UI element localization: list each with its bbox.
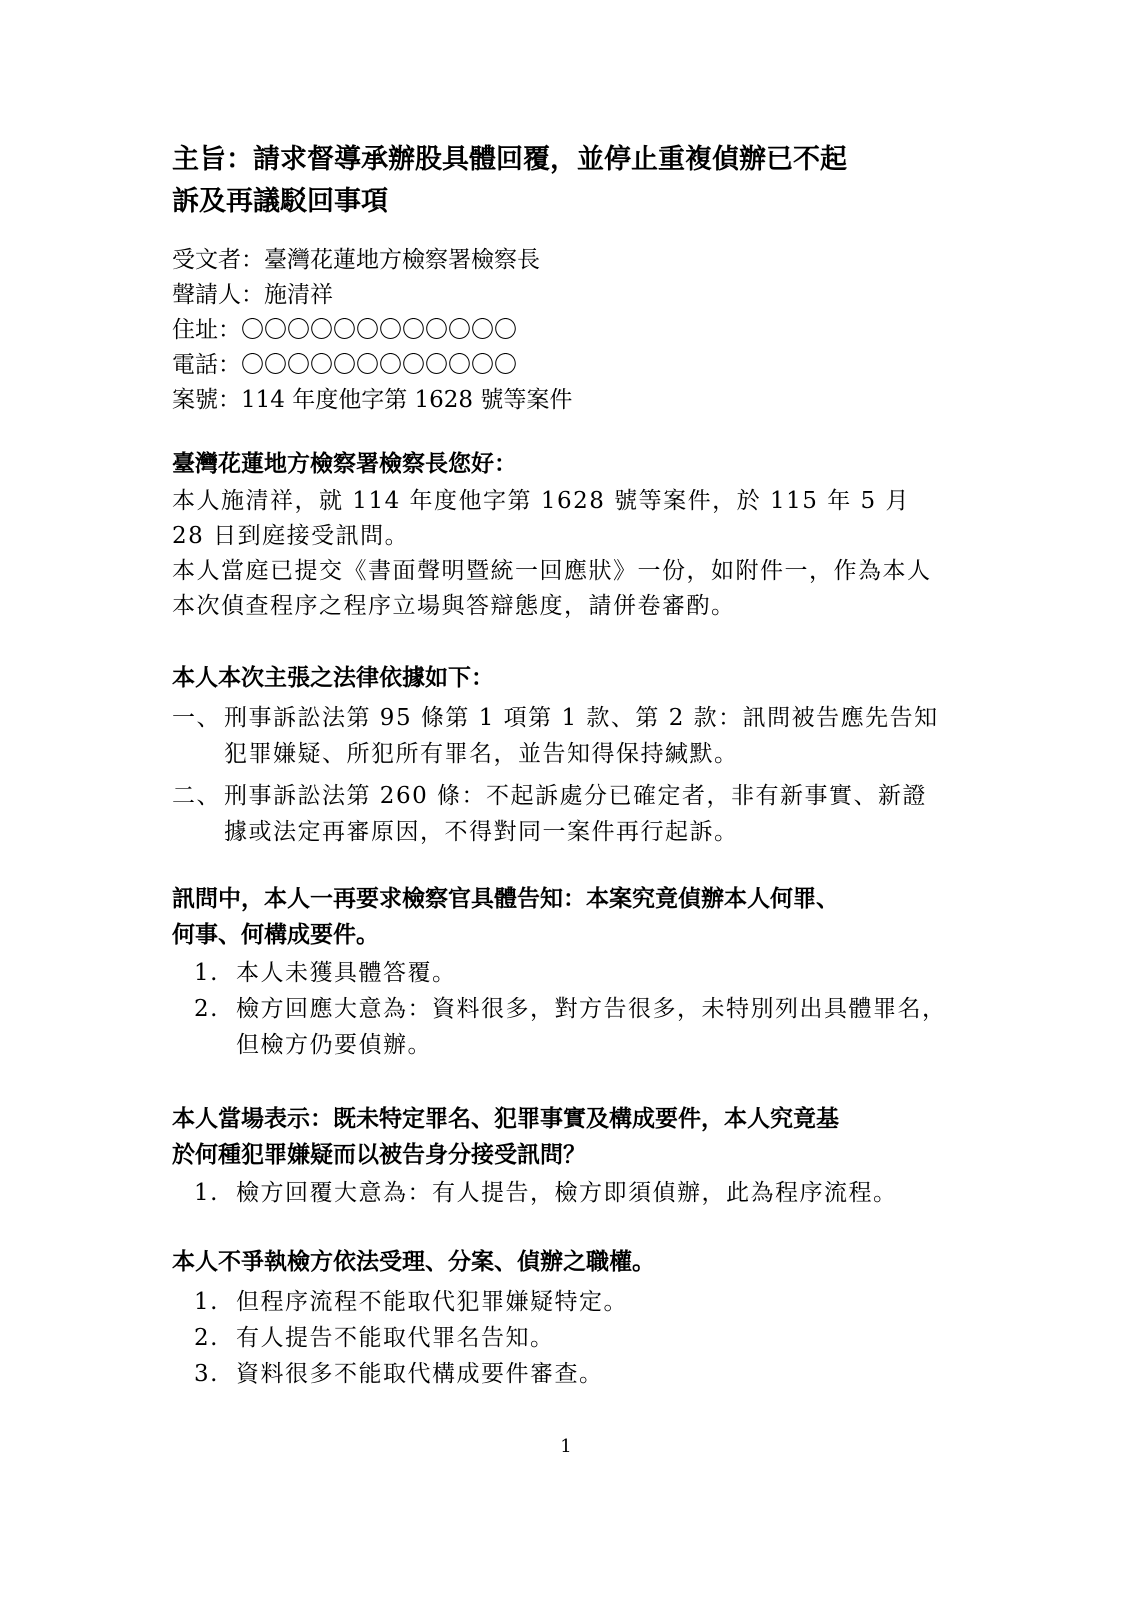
page-number: 1: [560, 1436, 572, 1457]
applicant-field: 聲請人：施清祥: [172, 282, 333, 308]
list-item: [172, 1356, 952, 1392]
statement-heading-line-1: 本人當場表示：既未特定罪名、犯罪事實及構成要件，本人究竟基: [172, 1106, 839, 1132]
list-item: [172, 991, 947, 1063]
law-item: [172, 700, 947, 772]
list-item: [172, 1284, 952, 1320]
list-item-marker: 3.: [194, 1361, 219, 1387]
legal-basis-section: [172, 660, 947, 850]
law-item-marker: 二、: [172, 783, 221, 809]
inquiry-section: [172, 881, 947, 1063]
list-item: [172, 955, 947, 991]
inquiry-heading-line-2: 何事、何構成要件。: [172, 922, 379, 948]
list-item-marker: 1.: [194, 1289, 219, 1315]
subject-line-1: 主旨：請求督導承辦股具體回覆，並停止重複偵辦已不起: [172, 144, 847, 175]
list-item: [172, 1320, 952, 1356]
no-dispute-section: [172, 1244, 952, 1392]
list-item-text: 檢方回覆大意為：有人提告，檢方即須偵辦，此為程序流程。: [236, 1180, 898, 1206]
header-fields: [172, 243, 972, 418]
list-item-marker: 2.: [194, 1325, 219, 1351]
legal-basis-heading: 本人本次主張之法律依據如下：: [172, 665, 494, 691]
statement-section: [172, 1101, 952, 1211]
phone-field: 電話：〇〇〇〇〇〇〇〇〇〇〇〇: [172, 352, 517, 378]
list-item-text: 本人未獲具體答覆。: [236, 960, 457, 986]
list-item-marker: 1.: [194, 960, 219, 986]
list-item: [172, 1175, 952, 1211]
law-item: [172, 778, 947, 850]
law-item-text: 刑事訴訟法第 95 條第 1 項第 1 款、第 2 款：訊問被告應先告知犯罪嫌疑、所犯所有罪名，並告知得保持緘默。: [224, 705, 939, 767]
law-item-text: 刑事訴訟法第 260 條：不起訴處分已確定者，非有新事實、新證據或法定再審原因，不得對同一案件再行起訴。: [224, 783, 928, 845]
intro-paragraph-2: 本人當庭已提交《書面聲明暨統一回應狀》一份，如附件一，作為本人本次偵查程序之程序立場與答辯態度，請併卷審酌。: [172, 558, 932, 619]
recipient-field: 受文者：臺灣花蓮地方檢察署檢察長: [172, 247, 540, 273]
list-item-text: 但程序流程不能取代犯罪嫌疑特定。: [236, 1289, 628, 1315]
list-item-text: 資料很多不能取代構成要件審查。: [236, 1361, 604, 1387]
law-item-marker: 一、: [172, 705, 221, 731]
intro-paragraph-1: 本人施清祥，就 114 年度他字第 1628 號等案件，於 115 年 5 月 28 日到庭接受訊問。: [172, 488, 910, 549]
greeting: 臺灣花蓮地方檢察署檢察長您好：: [172, 451, 517, 477]
list-item-text: 檢方回應大意為：資料很多，對方告很多，未特別列出具體罪名，但檢方仍要偵辦。: [236, 996, 947, 1058]
case-number-field: 案號：114 年度他字第 1628 號等案件: [172, 387, 573, 413]
intro-block: [172, 446, 932, 624]
no-dispute-heading: 本人不爭執檢方依法受理、分案、偵辦之職權。: [172, 1249, 655, 1275]
list-item-marker: 2.: [194, 996, 219, 1022]
subject-line-2: 訴及再議駁回事項: [172, 186, 388, 217]
subject-block: [172, 139, 972, 223]
list-item-text: 有人提告不能取代罪名告知。: [236, 1325, 555, 1351]
statement-heading-line-2: 於何種犯罪嫌疑而以被告身分接受訊問？: [172, 1142, 586, 1168]
list-item-marker: 1.: [194, 1180, 219, 1206]
address-field: 住址：〇〇〇〇〇〇〇〇〇〇〇〇: [172, 317, 517, 343]
inquiry-heading-line-1: 訊問中，本人一再要求檢察官具體告知：本案究竟偵辦本人何罪、: [172, 886, 839, 912]
